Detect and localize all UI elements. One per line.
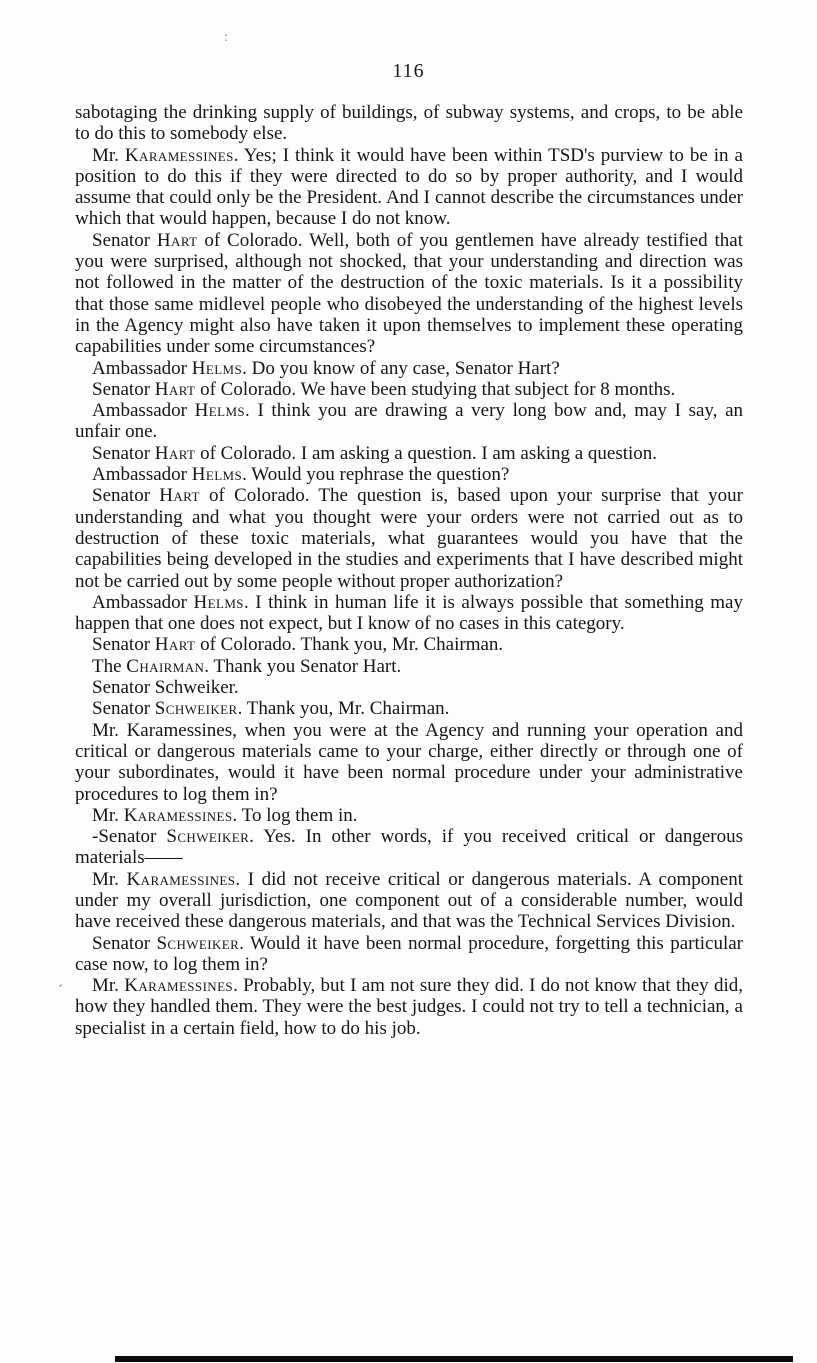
paragraph [75,869,743,933]
speaker-name: Helms [193,591,244,613]
text-run: Mr. [92,144,125,166]
text-run: Ambassador [92,591,194,613]
speaker-name: Helms [191,357,243,379]
text-run: Mr. [92,804,124,826]
paragraph [75,677,743,698]
paragraph [75,443,743,464]
text-run: Senator [92,932,157,954]
text-run: Mr. [92,975,125,997]
text-run: of Colorado. Well, both of you gentlemen have already testified that you were surprised, although not shocked, that your understanding and direction was not followed in the matter of the destruction of the toxic materials. Is it a possibility that those same midlevel people who disobeyed the understanding of the highest levels in the Agency might also have taken it upon themselves to implement these operating capabilities under some circumstances? [75,229,743,358]
speaker-name: Karamessines [124,144,234,166]
text-run: Senator [92,229,157,251]
paragraph [75,485,743,591]
paragraph [75,634,743,655]
paragraph [75,656,743,677]
text-run: Mr. Karamessines, when you were at the Agency and running your operation and critical or dangerous materials came to your charge, either directly or through one of your subordinates, would it have been normal procedure under your administrative procedures to log them in? [75,719,743,805]
speaker-name: Hart [154,378,196,400]
paragraph [75,805,743,826]
text-run: . Thank you Senator Hart. [204,655,402,677]
text-run: . Thank you, Mr. Chairman. [237,698,450,720]
scan-artifact-top-mark: : [224,30,228,45]
text-run: . I did not receive critical or dangerous materials. A component under my overall jurisdiction, one component out of a considerable number, would have received these dangerous materials, and that was the Technical Services Division. [75,868,743,933]
text-run: . Yes. In other words, if you received critical or dangerous materials—— [75,826,743,869]
speaker-name: Hart [154,442,196,464]
text-run: . To log them in. [232,804,358,826]
text-run: Senator [92,634,155,656]
text-run: Senator [92,485,160,507]
paragraph [75,698,743,719]
paragraph [75,933,743,976]
text-run: . Would you rephrase the question? [242,464,510,486]
speaker-name: Hart [156,229,198,251]
paragraph [75,230,743,358]
text-run: . Yes; I think it would have been within TSD's purview to be in a position to do this if they were directed to do so by proper authority, and I would assume that could only be the President. And I cannot describe the circumstances under which that would happen, because I do not know. [75,144,743,230]
page-body [75,102,743,1039]
paragraph [75,464,743,485]
speaker-name: Schweiker [154,698,238,720]
text-run: of Colorado. Thank you, Mr. Chairman. [195,634,504,656]
scan-artifact-bottom-bar [115,1356,793,1362]
paragraph [75,102,743,145]
paragraph [75,592,743,635]
text-run: Senator Schweiker. [92,677,239,699]
text-run: . I think you are drawing a very long bow and, may I say, an unfair one. [75,400,744,443]
speaker-name: Chairman [126,655,205,677]
speaker-name: Helms [191,464,243,486]
paragraph [75,145,743,230]
text-run: Senator [92,442,155,464]
speaker-name: Schweiker [166,826,250,848]
speaker-name: Karamessines [126,868,236,890]
text-run: of Colorado. The question is, based upon your surprise that your understanding and what you thought were your orders were not carried out as to destruction of these toxic materials, what guarantees would you have that the capabilities being developed in the studies and experiments that I have described might not be carried out by some people without proper authorization? [75,485,743,592]
text-run: -Senator [92,826,167,848]
speaker-name: Hart [159,485,200,507]
text-run: The [92,655,127,677]
text-run: . Do you know of any case, Senator Hart? [242,357,560,379]
text-run: . Probably, but I am not sure they did. I do not know that they did, how they handled them. They were the best judges. I could not try to tell a technician, a specialist in a certain field, how to do his job. [75,975,743,1039]
text-run: Senator [92,698,155,720]
paragraph [75,358,743,379]
paragraph [75,720,743,805]
paragraph [75,400,743,443]
speaker-name: Hart [154,634,196,656]
paragraph [75,379,743,400]
text-run: . Would it have been normal procedure, forgetting this particular case now, to log them in? [75,932,743,975]
page-number: 116 [392,60,425,82]
text-run: Ambassador [92,357,192,379]
speaker-name: Karamessines [124,975,234,997]
text-run: Ambassador [92,464,192,486]
paragraph [75,826,743,869]
text-run: Ambassador [92,400,195,422]
speaker-name: Helms [194,400,246,422]
text-run: Senator [92,378,155,400]
text-run: of Colorado. I am asking a question. I am asking a question. [195,442,658,464]
speaker-name: Karamessines [123,804,233,826]
text-run: of Colorado. We have been studying that subject for 8 months. [195,378,676,400]
text-run: sabotaging the drinking supply of buildings, of subway systems, and crops, to be able to do this to somebody else. [75,102,743,145]
scan-artifact-margin-mark: ´ [58,983,63,999]
paragraph [75,975,743,1039]
speaker-name: Schweiker [156,932,240,954]
text-run: Mr. [92,868,127,890]
text-run: . I think in human life it is always possible that something may happen that one does not expect, but I know of no cases in this category. [75,591,743,635]
